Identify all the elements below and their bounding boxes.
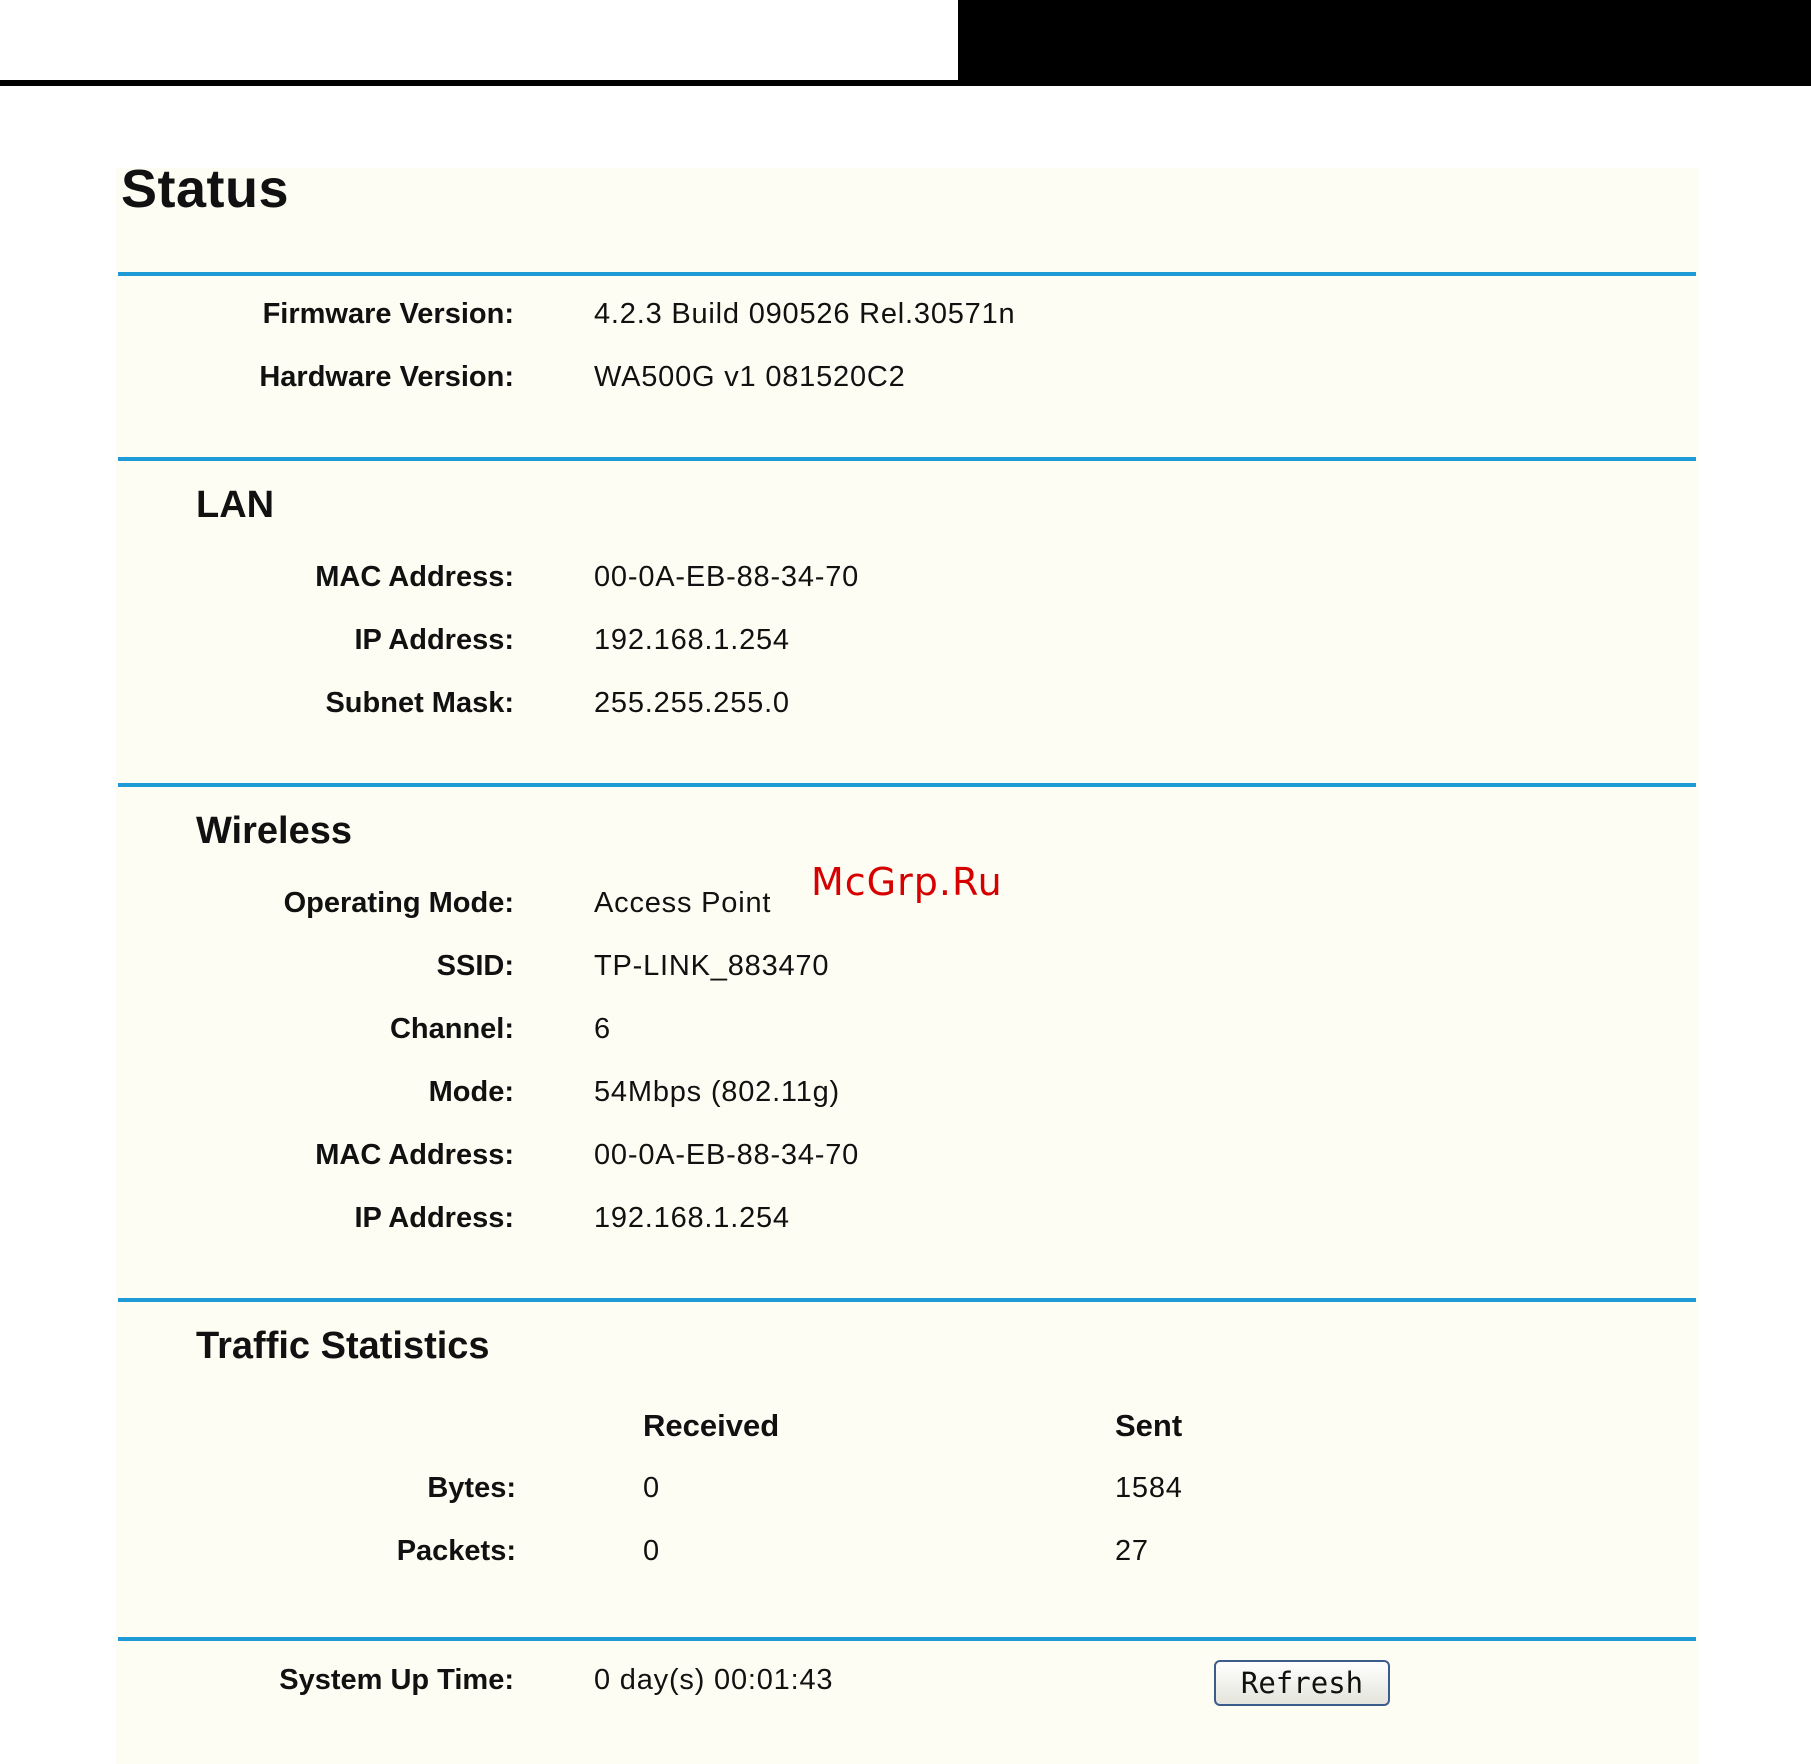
wireless-mode-label: Mode: (428, 1076, 514, 1108)
wireless-mode-value: 54Mbps (802.11g) (594, 1076, 841, 1108)
wireless-mac-value: 00-0A-EB-88-34-70 (594, 1139, 860, 1171)
firmware-version-value: 4.2.3 Build 090526 Rel.30571n (594, 298, 1016, 330)
status-panel (116, 168, 1698, 1764)
traffic-received-header: Received (643, 1408, 780, 1443)
traffic-bytes-received: 0 (643, 1472, 660, 1504)
lan-mac-label: MAC Address: (315, 561, 514, 593)
wireless-operating-mode-value: Access Point (594, 887, 772, 919)
wireless-operating-mode-label: Operating Mode: (283, 887, 514, 919)
wireless-channel-label: Channel: (389, 1013, 514, 1045)
lan-ip-label: IP Address: (354, 624, 514, 656)
hardware-version-label: Hardware Version: (259, 361, 514, 393)
traffic-packets-sent: 27 (1115, 1535, 1149, 1567)
lan-subnet-label: Subnet Mask: (325, 687, 514, 719)
lan-mac-value: 00-0A-EB-88-34-70 (594, 561, 860, 593)
wireless-ip-value: 192.168.1.254 (594, 1202, 790, 1234)
watermark: McGrp.Ru (811, 860, 1003, 904)
wireless-ssid-value: TP-LINK_883470 (594, 950, 830, 982)
traffic-packets-received: 0 (643, 1535, 660, 1567)
lan-section-title: LAN (196, 484, 275, 526)
system-up-time-value: 0 day(s) 00:01:43 (594, 1664, 834, 1696)
wireless-ssid-label: SSID: (436, 950, 514, 982)
wireless-mac-label: MAC Address: (315, 1139, 514, 1171)
lan-subnet-value: 255.255.255.0 (594, 687, 790, 719)
traffic-packets-label: Packets: (396, 1535, 516, 1567)
section-divider (118, 1637, 1696, 1641)
wireless-section-title: Wireless (196, 810, 352, 852)
section-divider (118, 783, 1696, 787)
section-divider (118, 1298, 1696, 1302)
header-line (0, 80, 960, 86)
section-divider (118, 272, 1696, 276)
page-title: Status (121, 159, 290, 219)
wireless-ip-label: IP Address: (354, 1202, 514, 1234)
header-black-block (958, 0, 1811, 86)
section-divider (118, 457, 1696, 461)
hardware-version-value: WA500G v1 081520C2 (594, 361, 906, 393)
traffic-section-title: Traffic Statistics (196, 1325, 490, 1367)
traffic-bytes-sent: 1584 (1115, 1472, 1183, 1504)
traffic-sent-header: Sent (1115, 1408, 1183, 1443)
wireless-channel-value: 6 (594, 1013, 611, 1045)
traffic-bytes-label: Bytes: (427, 1472, 516, 1504)
lan-ip-value: 192.168.1.254 (594, 624, 790, 656)
system-up-time-label: System Up Time: (279, 1664, 514, 1696)
refresh-button[interactable]: Refresh (1214, 1660, 1390, 1706)
firmware-version-label: Firmware Version: (262, 298, 514, 330)
